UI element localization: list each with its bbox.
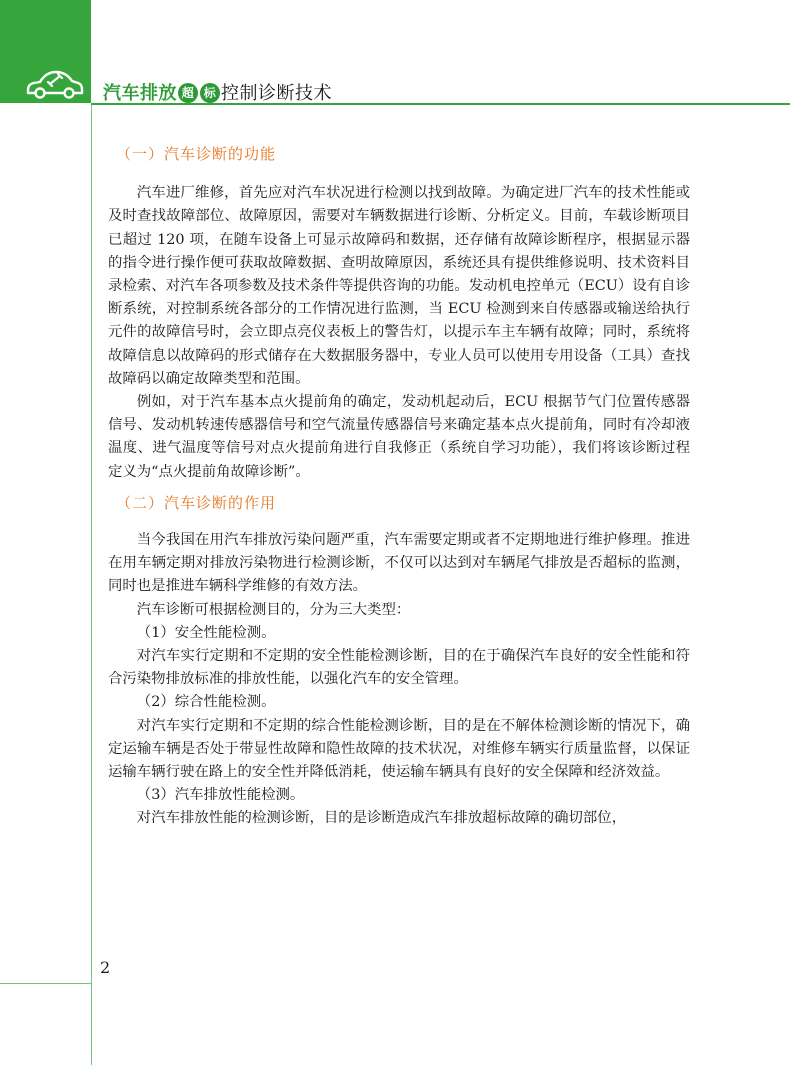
paragraph: 对汽车实行定期和不定期的综合性能检测诊断，目的是在不解体检测诊断的情况下，确定运输车辆是否处于带显性故障和隐性故障的技术状况，对维修车辆实行质量监督，以保证运输车辆行驶在路上的安全性并降低消耗，使运输车辆具有良好的安全保障和经济效益。 [108, 717, 690, 781]
section-heading-functions: （一）汽车诊断的功能 [116, 145, 277, 163]
paragraph: 对汽车排放性能的检测诊断，目的是诊断造成汽车排放超标故障的确切部位， [136, 810, 627, 827]
header-badge-biao: 标 [200, 83, 220, 103]
paragraph: 当今我国在用汽车排放污染问题严重，汽车需要定期或者不定期地进行维护修理。推进在用车辆定期对排放污染物进行检测诊断，不仅可以达到对车辆尾气排放是否超标的监测，同时也是推进车辆科学维修的有效方法。 [108, 532, 690, 595]
list-item-heading: （1）安全性能检测。 [136, 624, 276, 641]
list-item-heading: （2）综合性能检测。 [136, 694, 276, 711]
page-number: 2 [100, 958, 111, 977]
footer-rule [0, 983, 91, 984]
header-title-text2: 控制诊断技术 [221, 83, 332, 104]
car-wrench-icon [22, 66, 86, 100]
margin-line [91, 105, 92, 1065]
paragraph: 对汽车实行定期和不定期的安全性能检测诊断，目的在于确保汽车良好的安全性能和符合污染物排放标准的排放性能，以强化汽车的安全管理。 [108, 648, 690, 688]
header-title-text1: 汽车排放 [103, 83, 177, 104]
header-green-block [0, 0, 91, 103]
section-heading-roles: （二）汽车诊断的作用 [116, 493, 277, 512]
paragraph: 汽车诊断可根据检测目的，分为三大类型： [136, 601, 411, 618]
paragraph: 例如，对于汽车基本点火提前角的确定，发动机起动后，ECU 根据节气门位置传感器信号、发动机转速传感器信号和空气流量传感器信号来确定基本点火提前角，同时有冷却液温度、进气温度等信号对点火提前角进行自我修正（系统自学习功能），我们将该诊断过程定义为“点火提前角故障诊断”。 [108, 394, 690, 480]
paragraph: 汽车进厂维修，首先应对汽车状况进行检测以找到故障。为确定进厂汽车的技术性能或及时查找故障部位、故障原因，需要对车辆数据进行诊断、分析定义。目前，车载诊断项目已超过 120 项，在随车设备上可显示故障码和数据，还存储有故障诊断程序，根据显示器的指令进行操作便可获取故障数据、查明故障原因，系统还具有提供维修说明、技术资料目录检索、对汽车各项参数及技术条件等提供咨询的功能。发动机电控单元（ECU）设有自诊断系统，对控制系统各部分的工作情况进行监测，当 ECU 检测到来自传感器或输送给执行元件的故障信号时，会立即点亮仪表板上的警告灯，以提示车主车辆有故障；同时，系统将故障信息以故障码的形式储存在大数据服务器中，专业人员可以使用专用设备（工具）查找故障码以确定故障类型和范围。 [108, 185, 690, 387]
page-body [108, 143, 690, 831]
list-item-heading: （3）汽车排放性能检测。 [136, 787, 305, 804]
running-header-title [103, 79, 332, 105]
header-badge-chao: 超 [178, 83, 198, 103]
